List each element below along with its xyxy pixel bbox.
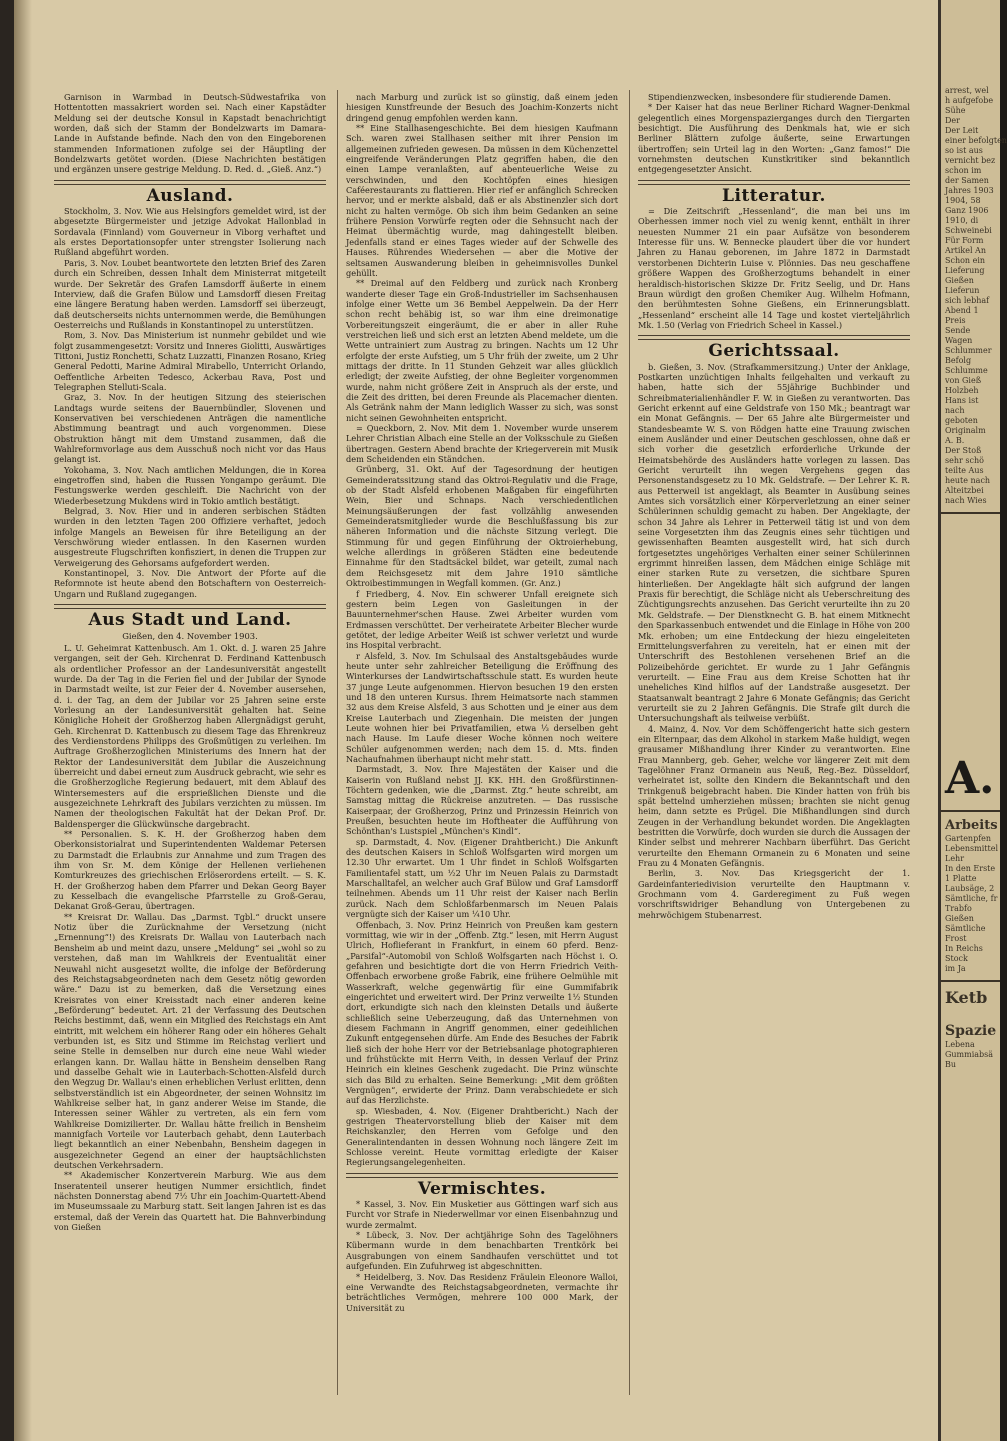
article-paragraph: 4. Mainz, 4. Nov. Vor dem Schöffengericht hatte sich gestern ein Elternpaar, das dem Alkohol in starkem Maße huldigt, wegen grausamer Mißhandlung ihrer Kinder zu verantworten. Eine Frau Mannberg, geb. Geher, welche vor längerer Zeit mit dem Tagelöhner Franz Ormanein aus Neuß, Reg.-Bez. Düsseldorf, verheiratet ist, sollte den Kindern die Bekanntschaft und den Trinkgenuß beigebracht haben. Die Kinder hatten von früh bis spät bettelnd umherziehen müssen; brachten sie nicht genug heim, dann setzte es Prügel. Die Mißhandlungen sind durch Zeugen in der Verhandlung bekundet worden. Die Angeklagten bestritten die Vorwürfe, doch wurden sie durch die Aussagen der Kinder selbst und mehrerer Nachbarn überführt. Das Gericht verurteilte den Ehemann Ormanein zu 6 Monaten und seine Frau zu 4 Monaten Gefängnis.: [638, 723, 910, 869]
dateline: Gießen, den 4. November 1903.: [122, 630, 258, 641]
adjacent-page-fragment: Ganz 1906: [945, 206, 989, 215]
newspaper-page: [14, 0, 938, 1441]
article-paragraph: * Heidelberg, 3. Nov. Das Residenz Fräulein Eleonore Walloi, eine Verwandte des Reichstagsabgeordneten, vermachte ihr beträchtliches Vermögen, mehrere 100 000 Mark, der Universität zu: [346, 1271, 618, 1313]
adjacent-page-fragment: Befolg: [945, 356, 972, 365]
article-paragraph: Grünberg, 31. Okt. Auf der Tagesordnung der heutigen Gemeinderatssitzung stand das Oktroi-Regulativ und die Frage, ob der Stadt Alsfeld erhobenen Maßgaben für eingeführten Wein, Bier und Schnaps. Nach verschiedentlichen Meinungsäußerungen der fast vollzählig anwesenden Gemeinderatsmitglieder wurde die Beschlußfassung bis zur näheren Information und die nächste Sitzung verlegt. Die Stimmung für und gegen Einführung der Oktroierhebung, welche allerdings in größeren Städten eine bedeutende Einnahme für den Stadtsäckel bildet, war geteilt, zumal nach dem Reichsgesetz mit dem Jahre 1910 sämtliche Oktroibestimmungen in Wegfall kommen. (Gr. Anz.): [346, 464, 618, 589]
adjacent-page-fragment: vernicht bez: [945, 156, 996, 165]
section-heading-ausland: Ausland.: [146, 185, 234, 206]
section-divider: [54, 180, 326, 185]
adjacent-page-fragment: Lebensmittel: [945, 844, 999, 853]
adjacent-page-fragment: Schlummer: [945, 346, 992, 355]
section-heading-litteratur: Litteratur.: [722, 185, 826, 206]
adjacent-page-fragment: arrest, wel: [945, 86, 989, 95]
divider: [941, 810, 1000, 812]
adjacent-page-heading: Arbeits: [945, 818, 998, 833]
article-paragraph: Darmstadt, 3. Nov. Ihre Majestäten der Kaiser und die Kaiserin von Rußland nebst JJ. KK. HH. den Großfürstinnen-Töchtern gedenken, wie die „Darmst. Ztg.“ heute schreibt, am Samstag mittag die Rückreise anzutreten. — Das russische Kaiserpaar, der Großherzog, Prinz und Prinzessin Heinrich von Preußen, besuchten heute im Hoftheater die Aufführung von Schönthan's Lustspiel „München's Kindl“.: [346, 764, 618, 837]
article-paragraph: Garnison in Warmbad in Deutsch-Südwestafrika von Hottentotten massakriert worden sei. Nach einer Kapstädter Meldung sei der deutsche Konsul in Kapstadt benachrichtigt worden, daß sich der Stamm der Bondelzwarts im Damara-Lande in Aufstande befinde. Nach den von den Eingeborenen stammenden Informationen zufolge sei der Häuptling der Bondelzwarts getötet worden. (Diese Nachrichten bestätigen und ergänzen unsere gestrige Meldung. D. Red. d. „Gieß. Anz.“): [54, 92, 326, 175]
article-paragraph: Paris, 3. Nov. Loubet beantwortete den letzten Brief des Zaren durch ein Schreiben, dessen Inhalt dem Ministerrat mitgeteilt wurde. Der Sekretär des Grafen Lamsdorff äußerte in einem Interview, daß die Grafen Bülow und Lamsdorff diesen Freitag eine längere Beratung haben werden. Lamsdorff sei überzeugt, daß deutscherseits nichts unternommen werde, die Bemühungen Oesterreichs und Rußlands in Konstantinopel zu unterstützen.: [54, 257, 326, 330]
adjacent-page-fragment: Lehr: [945, 854, 965, 863]
article-paragraph: * Der Kaiser hat das neue Berliner Richard Wagner-Denkmal gelegentlich eines Morgenspazierganges durch den Tiergarten besichtigt. Die Ausführung des Denkmals hat, wie er sich Berliner Blättern zufolge äußerte, seine Erwartungen übertroffen; sein Urteil lag in den Worten: „Ganz famos!“ Die vornehmsten deutschen Kunstkritiker sind bekanntlich entgegengesetzter Ansicht.: [638, 102, 910, 175]
adjacent-page-fragment: nach Wies: [945, 496, 987, 505]
adjacent-page-fragment: Originalm: [945, 426, 986, 435]
adjacent-page-large-letter: A.: [945, 753, 995, 804]
adjacent-page-fragment: Gießen: [945, 276, 974, 285]
column-divider: [629, 90, 630, 1395]
column-3: [638, 92, 910, 920]
article-paragraph: * Lübeck, 3. Nov. Der achtjährige Sohn des Tagelöhners Kübermann wurde in dem benachbarten Trentkörk bei Ausgrabungen von einem Sandhaufen verschüttet und tot aufgefunden. Ein Zufuhrweg ist abgeschnitten.: [346, 1230, 618, 1272]
adjacent-page-fragment: Lieferung: [945, 266, 985, 275]
adjacent-page-text: [941, 0, 1007, 506]
article-paragraph: Stipendienzwecken, insbesondere für studierende Damen.: [648, 92, 891, 102]
adjacent-page-fragment: Bu: [945, 1060, 957, 1069]
article-paragraph: ** Eine Stallhasengeschichte. Bei dem hiesigen Kaufmann Sch. waren zwei Stallhasen seither mit ihrer Pension im allgemeinen zufrieden gewesen. Da müssen in dem Küchenzettel eingreifende Veränderungen Platz gegriffen haben, die den einen Lampe veranlaßten, auf abenteuerliche Weise zu verschwinden, und den Kochtöpfen eines hiesigen Caféerestaurants zu flattieren. Hier rief er anfänglich Schrecken hervor, und er merkte alsbald, daß er als Abstinenzler sich dort nicht zu halten vermöge. Ob sich ihm beim Gedanken an seine frühere Pension Vorwürfe regten oder die Sehnsucht nach der Heimat übermächtig wurde, mag dahingestellt bleiben. Jedenfalls stand er eines Tages wieder auf der Schwelle des Hauses. Rührendes Wiedersehen — aber die Motive der seltsamen Auswanderung bleiben in geheimnisvolles Dunkel gehüllt.: [346, 123, 618, 278]
adjacent-page-fragment: Der: [945, 116, 960, 125]
adjacent-page-edge: [938, 0, 1007, 1441]
adjacent-page-fragment: A. B.: [945, 436, 965, 445]
article-paragraph: sp. Wiesbaden, 4. Nov. (Eigener Drahtbericht.) Nach der gestrigen Theatervorstellung blieb der Kaiser mit dem Reichskanzler, den Herren vom Gefolge und den Generalintendanten in dessen Wohnung noch längere Zeit im Schlosse vereint. Heute vormittag erledigte der Kaiser Regierungsangelegenheiten.: [346, 1105, 618, 1168]
adjacent-page-fragment: Sühe: [945, 106, 966, 115]
article-paragraph: Yokohama, 3. Nov. Nach amtlichen Meldungen, die in Korea eingetroffen sind, haben die Russen Yongampo geräumt. Die Festungswerke werden geschleift. Die Nachricht von der Wiederbesetzung Mukdens wird in Tokio amtlich bestätigt.: [54, 464, 326, 506]
article-paragraph: b. Gießen, 3. Nov. (Strafkammersitzung.) Unter der Anklage, Postkarten unzüchtigen Inhalts feilgehalten und verkauft zu haben, hatte sich der 55jährige Buchbinder und Schreibmaterialienhändler F. W. in Gießen zu verantworten. Das Gericht erkennt auf eine Geldstrafe von 150 Mk.; beantragt war ein Monat Gefängnis. — Der 65 Jahre alte Bürgermeister und Standesbeamte W. S. von Rödgen hatte eine Trauung zwischen einem Ausländer und einer Deutschen geschlossen, ohne daß er sich vorher die gesetzlich erforderliche Urkunde der Heimatsbehörde des Ausländers hatte vorlegen zu lassen. Das Gericht verurteilt ihn wegen Vergehens gegen das Personenstandsgesetz zu 10 Mk. Geldstrafe. — Der Lehrer K. R. aus Petterweil ist angeklagt, als Beamter in Ausübung seines Amtes sich vorsätzlich einer Körperverletzung an einer seiner Schülerinnen schuldig gemacht zu haben. Der Angeklagte, der schon 34 Jahre als Lehrer in Petterweil tätig ist und von dem seine Vorgesetzten ihm das Zeugnis eines sehr tüchtigen und gewissenhaften Beamten ausgestellt wird, hat sich durch fortgesetztes ungehöriges Verhalten einer seiner Schülerinnen ergrimmt hinreißen lassen, dem Mädchen einige Schläge mit einer starken Rute zu versetzen, die sichtbare Spuren hinterließen. Der Angeklagte hält sich aufgrund der langen Praxis für berechtigt, die Schläge nicht als Ueberschreitung des Züchtigungsrechts anzusehen. Das Gericht verurteilte ihn zu 20 Mk. Geldstrafe. — Der Dienstknecht G. B. hat einem Mitknecht den Sparkassenbuch entwendet und die Einlage in Höhe von 200 Mk. erhoben; um eine Entdeckung der hiezu eingeleiteten Ermittelungsverfahren zu vereiteln, hat er einen mit der Unterschrift des Bestohlenen versehenen Brief an die Polizeibehörde gerichtet. Er wurde zu 1 Jahr Gefängnis verurteilt. — Eine Frau aus dem Kreise Schotten hat ihr uneheliches Kind hilflos auf der Landstraße ausgesetzt. Der Staatsanwalt beantragt 2 Jahre 6 Monate Gefängnis; das Gericht verurteilt sie zu 2 Jahren Gefängnis. Die Strafe gilt durch die Untersuchungshaft als teilweise verbüßt.: [638, 361, 910, 724]
article-paragraph: Stockholm, 3. Nov. Wie aus Helsingfors gemeldet wird, ist der abgesetzte Bürgermeister und jetzige Advokat Hallonblad in Sordavala (Finnland) vom Gouverneur in Viborg verhaftet und als erstes Deportationsopfer unter strengster Isolierung nach Rußland abgeführt worden.: [54, 206, 326, 258]
adjacent-page-fragment: Jahres 1903: [945, 186, 994, 195]
article-paragraph: ** Dreimal auf den Feldberg und zurück nach Kronberg wanderte dieser Tage ein Groß-Industrieller im Sachsenhausen infolge einer Wette um 36 Bembel Aeppelwein. Da der Herr schon recht behäbig ist, so war ihm eine dreimonatige Vorbereitungszeit eingeräumt, die er aber in aller Ruhe verstreichen ließ und sich erst an letzten Abend meldete, um die Wette untrainiert zum Austrag zu bringen. Nachts um 12 Uhr erfolgte der erste Aufstieg, um 5 Uhr früh der zweite, um 2 Uhr mittags der dritte. In 11 Stunden Gehzeit war alles glücklich erledigt; der zweite Aufstieg, der ohne Begleiter vorgenommen wurde, nahm nicht größere Zeit in Anspruch als der erste, und die Zeit des dritten, bei deren Freunde als Placemacher dienten. Als Getränk nahm der Mann lediglich Wasser zu sich, was sonst nicht seinen Gewohnheiten entspricht.: [346, 278, 618, 423]
column-1: [54, 92, 326, 1232]
adjacent-page-fragment: Der Stoß: [945, 446, 982, 455]
adjacent-page-text: [941, 1040, 1000, 1070]
section-heading-stadt-und-land: Aus Stadt und Land.: [88, 610, 292, 631]
adjacent-page-fragment: Frost: [945, 934, 967, 943]
adjacent-page-fragment: Sämtliche: [945, 924, 986, 933]
adjacent-page-fragment: Wagen: [945, 336, 973, 345]
section-divider: [346, 1173, 618, 1178]
article-paragraph: Rom, 3. Nov. Das Ministerium ist nunmehr gebildet und wie folgt zusammengesetzt: Vorsitz und Inneres Giolitti, Auswärtiges Tittoni, Justiz Ronchetti, Schatz Luzzatti, Finanzen Rosano, Krieg General Pedotti, Marine Admiral Mirabello, Unterricht Orlando, Oeffentliche Arbeiten Tedesco, Ackerbau Rava, Post und Telegraphen Stelluti-Scala.: [54, 330, 327, 392]
adjacent-page-fragment: Sämtliche, fr: [945, 894, 998, 903]
divider: [941, 980, 1000, 982]
adjacent-page-fragment: schon im: [945, 166, 982, 175]
adjacent-page-fragment: Sende: [945, 326, 971, 335]
column-divider: [337, 90, 338, 1395]
article-paragraph: Offenbach, 3. Nov. Prinz Heinrich von Preußen kam gestern vormittag, wie wir in der „Offenb. Ztg.“ lesen, mit Herrn August Ulrich, Hoflieferant in Frankfurt, in einem 60 pferd. Benz-„Parsifal“-Automobil von Schloß Wolfsgarten nach Höchst i. O. gefahren und besichtigte dort die von Herrn Friedrich Veith-Offenbach erworbene große Fabrik, eine frühere Oelmühle mit Wasserkraft, welche gegenwärtig für eine Gummifabrik eingerichtet und erweitert wird. Der Prinz verweilte 1½ Stunden dort, erkundigte sich nach den kleinsten Details und äußerte schließlich seine Ueberzeugung, daß das Unternehmen von diesem Fachmann in Angriff genommen, einer gedeihlichen Zukunft entgegensehen dürfe. Am Ende des Besuches der Fabrik ließ sich der hohe Herr vor der Betriebsanlage photographieren und frühstückte mit Herrn Veith, in dessen Verlauf der Prinz Heinrich ein kleines Geschenk zugedacht. Die Prinz wünschte sich das Bild zu erhalten. Seine Bemerkung: „Mit dem größten Vergnügen“, erwiderte der Prinz. Dann verabschiedete er sich auf das Herzlichste.: [346, 919, 618, 1106]
adjacent-page-fragment: Stock: [945, 954, 968, 963]
article-paragraph: ** Kreisrat Dr. Wallau. Das „Darmst. Tgbl.“ druckt unsere Notiz über die Zurücknahme der Versetzung (nicht „Ernennung“!) des Kreisrats Dr. Wallau von Lauterbach nach Bensheim ab und meint dazu, unsere „Meldung“ sei „wohl so zu verstehen, daß man im Wahlkreis der Eventualität einer Neuwahl nicht ausgesetzt wollte, die infolge der Beförderung des Reichstagsabgeordneten nach dem Gesetz nötig geworden wäre.“ Dazu ist zu bemerken, daß die Versetzung eines Kreisrates von einer Kreisstadt nach einer anderen keine „Beförderung“ bedeutet. Art. 21 der Verfassung des Deutschen Reichs bestimmt, daß, wenn ein Mitglied des Reichstags ein Amt eintritt, mit welchem ein höherer Rang oder ein höheres Gehalt verbunden ist, es Sitz und Stimme im Reichstag verliert und seine Stelle in demselben nur durch eine neue Wahl wieder erlangen kann. Dr. Wallau hätte in Bensheim denselben Rang und dasselbe Gehalt wie in Lauterbach-Schotten-Alsfeld durch den Wegzug Dr. Wallau's einen erheblichen Verlust erlitten, denn selbstverständlich ist ein Abgeordneter, der seinen Wohnsitz im Wahlkreise selber hat, in ganz anderer Weise im Stande, die Interessen seiner Wähler zu vertreten, als ein fern vom Wahlkreise Domizilierter. Dr. Wallau hätte freilich in Bensheim mannigfach Vorteile vor Lauterbach gehabt, denn Lauterbach liegt bekanntlich an einer Nebenbahn, Bensheim dagegen in ausgezeichneter Gegend an einer der hauptsächlichsten deutschen Verkehrsadern.: [54, 911, 326, 1171]
adjacent-page-fragment: Preis: [945, 316, 966, 325]
adjacent-page-fragment: der Samen: [945, 176, 989, 185]
article-paragraph: L. U. Geheimrat Kattenbusch. Am 1. Okt. d. J. waren 25 Jahre vergangen, seit der Geh. Kirchenrat D. Ferdinand Kattenbusch als ordentlicher Professor an der Landesuniversität angestellt wurde. Da der Tag in die Ferien fiel und der Jubilar der Synode in Darmstadt weilte, ist zur Feier der 4. November ausersehen, d. i. der Tag, an dem der Jubilar vor 25 Jahren seine erste Vorlesung an der Landesuniversität gehalten hat. Seine Königliche Hoheit der Großherzog haben Allergnädigst geruht, Geh. Kirchenrat D. Kattenbusch zu diesem Tage das Ehrenkreuz des Verdienstordens Philipps des Großmütigen zu verleihen. Im Auftrage Großherzoglichen Ministeriums des Innern hat der Rektor der Landesuniversität dem Jubilar die Auszeichnung überreicht und dabei erneut zum Ausdruck gebracht, wie sehr es die Großherzogliche Regierung bedauert, mit dem Ablauf des Wintersemesters auf die ersprießlichen Dienste und die ausgezeichnete Lehrkraft des Jubilars verzichten zu müssen. Im Namen der theologischen Fakultät hat der Dekan Prof. Dr. Baldensperger die Glückwünsche dargebracht.: [54, 642, 326, 829]
section-divider: [638, 335, 910, 340]
adjacent-page-fragment: Holzbeh: [945, 386, 979, 395]
article-paragraph: Belgrad, 3. Nov. Hier und in anderen serbischen Städten wurden in den letzten Tagen 200 Offiziere verhaftet, jedoch infolge Mangels an Beweisen für ihre Beteiligung an der Verschwörung wieder entlassen. In den Kasernen wurden ausgestreute Flugschriften konfisziert, in denen die Truppen zur Verweigerung des Gehorsams aufgefordert werden.: [54, 506, 326, 568]
adjacent-page-fragment: heute nach: [945, 476, 991, 485]
adjacent-page-fragment: Schlumme: [945, 366, 988, 375]
adjacent-page-fragment: In Reichs: [945, 944, 983, 953]
adjacent-page-fragment: Schon ein: [945, 256, 986, 265]
adjacent-page-heading: Ketb: [945, 988, 988, 1007]
article-paragraph: r Alsfeld, 3. Nov. Im Schulsaal des Anstaltsgebäudes wurde heute unter sehr zahlreicher Beteiligung die Eröffnung des Winterkurses der Landwirtschaftsschule statt. Es wurden heute 37 junge Leute aufgenommen. Hiervon besuchen 19 den ersten und 18 den unteren Kursus. Ihrem Heimatsorte nach stammen 32 aus dem Kreise Alsfeld, 3 aus Schotten und je einer aus dem Kreise Lauterbach und Ziegenhain. Die meisten der jungen Leute wohnen hier bei Privatfamilien, etwa ⅓ derselben geht nach Hause. Im Laufe dieser Woche können noch weitere Schüler aufgenommen werden; nach dem 15. d. Mts. finden Nachaufnahmen überhaupt nicht mehr statt.: [346, 650, 618, 764]
adjacent-page-fragment: Für Form: [945, 236, 984, 245]
adjacent-page-fragment: Abend 1: [945, 306, 979, 315]
article-paragraph: = Queckborn, 2. Nov. Mit dem 1. November wurde unserem Lehrer Christian Albach eine Stelle an der Volksschule zu Gießen übertragen. Gestern Abend brachte der Kriegerverein mit Musik dem Scheidenden ein Ständchen.: [346, 423, 618, 465]
adjacent-page-fragment: sehr schö: [945, 456, 984, 465]
adjacent-page-fragment: sich lebhaf: [945, 296, 990, 305]
adjacent-page-fragment: im Ja: [945, 964, 966, 973]
adjacent-page-fragment: teilte Aus: [945, 466, 984, 475]
adjacent-page-fragment: Gummiabsä: [945, 1050, 994, 1059]
adjacent-page-fragment: 1910, di: [945, 216, 979, 225]
article-paragraph: Konstantinopel, 3. Nov. Die Antwort der Pforte auf die Reformnote ist heute abend den Botschaftern von Oesterreich-Ungarn und Rußland zugegangen.: [54, 568, 326, 599]
adjacent-page-fragment: Gartenpfen: [945, 834, 992, 843]
section-divider: [638, 180, 910, 185]
adjacent-page-text: [941, 834, 1000, 974]
article-paragraph: ** Personalien. S. K. H. der Großherzog haben dem Oberkonsistorialrat und Superintendenten Waldemar Petersen zu Darmstadt die Erlaubnis zur Annahme und zum Tragen des ihm von Sr. M. dem Könige der Hellenen verliehenen Komturkreuzes des griechischen Erlöserordens erteilt. — S. K. H. der Großherzog haben dem Pfarrer und Dekan Georg Bayer zu Kesselbach die evangelische Pfarrstelle zu Groß-Gerau, Dekanat Groß-Gerau, übertragen.: [54, 829, 326, 912]
adjacent-page-fragment: Trabfo: [945, 904, 972, 913]
adjacent-page-fragment: Lieferun: [945, 286, 980, 295]
adjacent-page-fragment: geboten: [945, 416, 978, 425]
adjacent-page-fragment: 1904, 58: [945, 196, 981, 205]
adjacent-page-fragment: Lebena: [945, 1040, 975, 1049]
adjacent-page-fragment: Der Leit: [945, 126, 979, 135]
article-paragraph: Graz, 3. Nov. In der heutigen Sitzung des steierischen Landtags wurde seitens der Bauernbündler, Slovenen und Konservativen bei verschiedenen Anträgen die namentliche Abstimmung beantragt und auch vorgenommen. Diese Obstruktion hängt mit dem Umstand zusammen, daß die Wahlreformvorlage aus dem Ausschuß noch nicht vor das Haus gelangt ist.: [54, 392, 326, 465]
adjacent-page-fragment: Schweinebi: [945, 226, 992, 235]
adjacent-page-fragment: Hans ist: [945, 396, 979, 405]
article-paragraph: = Die Zeitschrift „Hessenland“, die man bei uns im Oberhessen immer noch viel zu wenig kennt, enthält in ihrer neuesten Nummer 21 ein paar Aufsätze von besonderem Interesse für uns. W. Bennecke plaudert über die vor hundert Jahren zu Hanau geborenen, im Jahre 1872 in Darmstadt verstorbenen Dichterin Luise v. Plönnies. Das neu geschaffene größere Wappen des Großherzogtums behandelt in einer heraldisch-historischen Skizze Dr. Fritz Seelig, und Dr. Hans Braun würdigt den großen Chemiker Aug. Wilhelm Hofmann, den berühmtesten Sohne Gießens, ein Erinnerungsblatt. „Hessenland“ erscheint alle 14 Tage und kostet vierteljährlich Mk. 1.50 (Verlag von Friedrich Scheel in Kassel.): [638, 206, 910, 330]
adjacent-page-fragment: Alteitzbei: [945, 486, 984, 495]
adjacent-page-fragment: Laubsäge, 2: [945, 884, 995, 893]
section-heading-gerichtssaal: Gerichtssaal.: [708, 341, 840, 362]
adjacent-page-fragment: Artikel An: [945, 246, 986, 255]
adjacent-page-heading: Spazie: [945, 1023, 997, 1039]
divider: [941, 512, 1000, 514]
adjacent-page-fragment: In den Erste: [945, 864, 996, 873]
article-paragraph: * Kassel, 3. Nov. Ein Musketier aus Göttingen warf sich aus Furcht vor Strafe in Niederwellmar vor einen Eisenbahnzug und wurde zermalmt.: [346, 1199, 618, 1230]
article-paragraph: sp. Darmstadt, 4. Nov. (Eigener Drahtbericht.) Die Ankunft des deutschen Kaisers in Schloß Wolfsgarten wird morgen um 12.30 Uhr erwartet. Um 1 Uhr findet in Schloß Wolfsgarten Familientafel statt, um ½2 Uhr im Neuen Palais zu Darmstadt Marschalltafel, an welcher auch Graf Bülow und Graf Lamsdorff teilnehmen. Abends um 11 Uhr reist der Kaiser nach Berlin zurück. Nach dem Schloßfarbenmarsch im Neuen Palais vergnügte sich der Kaiser um ¼10 Uhr.: [346, 836, 618, 920]
adjacent-page-fragment: von Gieß: [945, 376, 982, 385]
binding-shadow: [0, 0, 14, 1441]
article-paragraph: ** Akademischer Konzertverein Marburg. Wie aus dem Inseratenteil unserer heutigen Nummer ersichtlich, findet nächsten Donnerstag abend 7½ Uhr ein Joachim-Quartett-Abend im Museumssaale zu Marburg statt. Seit langen Jahren ist es das erstemal, daß der Verein das Quartett hat. Die Bahnverbindung von Gießen: [54, 1170, 326, 1233]
section-heading-vermischtes: Vermischtes.: [417, 1178, 547, 1199]
adjacent-page-fragment: so ist aus: [945, 146, 983, 155]
adjacent-page-fragment: 1 Platte: [945, 874, 977, 883]
column-2: [346, 92, 618, 1313]
adjacent-page-fragment: Gießen: [945, 914, 974, 923]
section-divider: [54, 604, 326, 609]
article-paragraph: Berlin, 3. Nov. Das Kriegsgericht der 1. Gardeinfanteriedivision verurteilte den Hauptmann v. Grochmann vom 4. Garderegiment zu Fuß wegen vorschriftswidriger Behandlung von Untergebenen zu mehrwöchigem Stubenarrest.: [638, 868, 910, 920]
adjacent-page-fragment: h aufgefobe: [945, 96, 994, 105]
article-paragraph: nach Marburg und zurück ist so günstig, daß einem jeden hiesigen Kunstfreunde der Besuch des Joachim-Konzerts nicht dringend genug empfohlen werden kann.: [346, 92, 618, 123]
adjacent-page-fragment: einer befolgten: [945, 136, 1007, 145]
adjacent-page-fragment: nach: [945, 406, 965, 415]
article-paragraph: f Friedberg, 4. Nov. Ein schwerer Unfall ereignete sich gestern beim Legen von Gasleitungen in der Bauunternehmer'schen Hause. Zwei Arbeiter wurden vom Erdmassen verschüttet. Der verheiratete Arbeiter Blecher wurde getötet, der ledige Arbeiter Weiß ist schwer verletzt und wurde ins Hospital verbracht.: [346, 588, 618, 651]
